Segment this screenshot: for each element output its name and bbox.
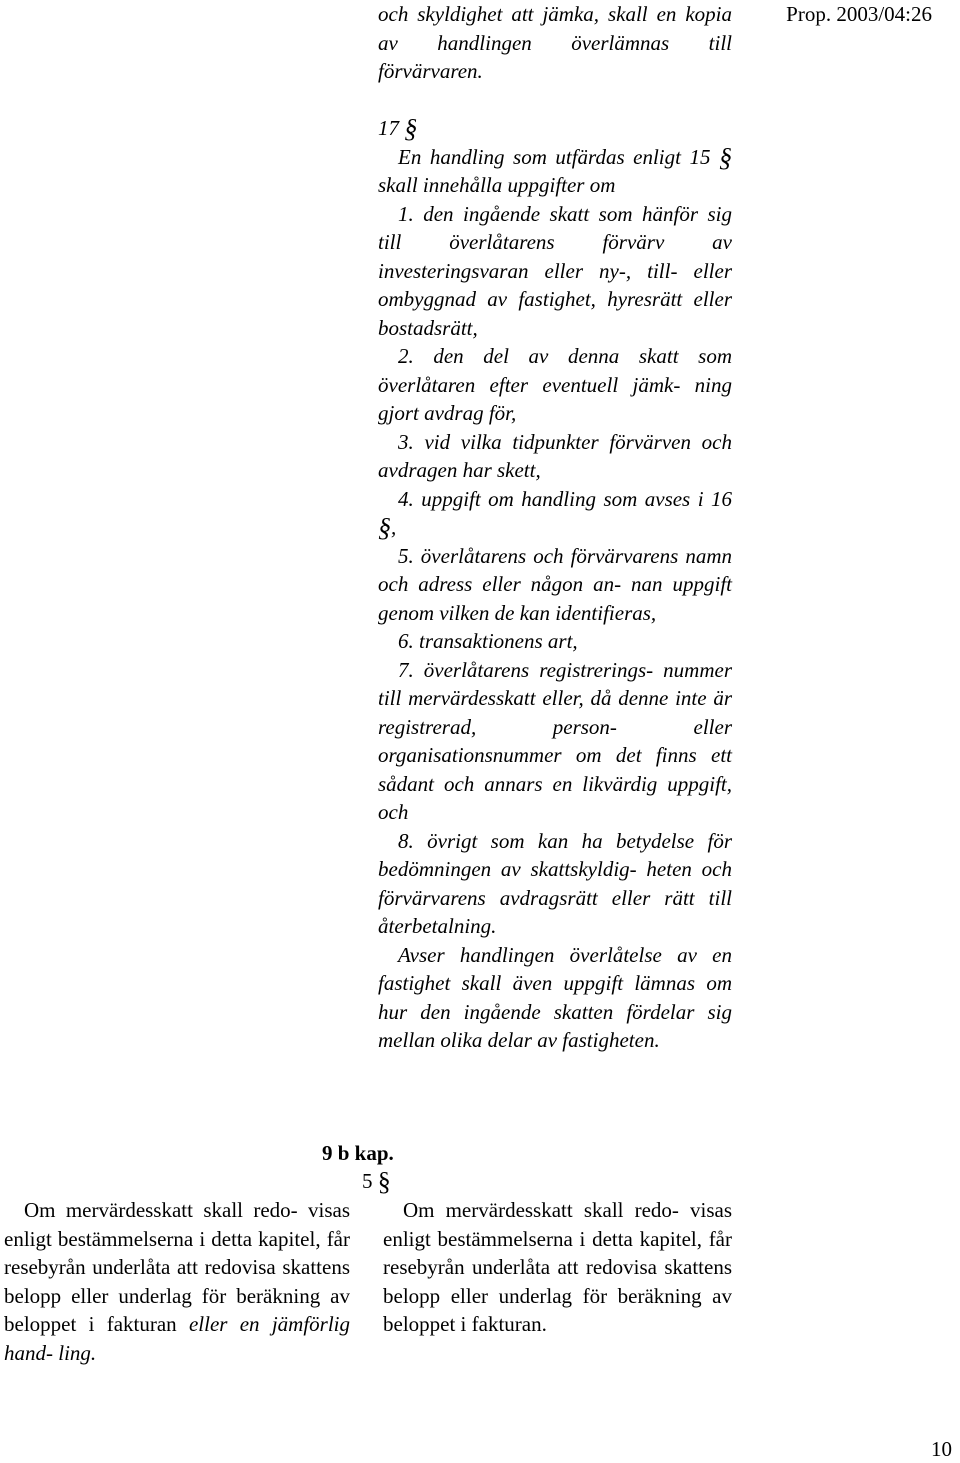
section-17-intro — [378, 143, 732, 200]
right-lower-text — [383, 1196, 732, 1339]
italic-text: eller en jämförlig hand- ling. — [4, 1312, 350, 1365]
intro-part2: skall innehålla uppgifter om — [378, 173, 616, 197]
chapter-heading: 9 b kap. — [322, 1141, 394, 1165]
section-symbol: § — [404, 114, 418, 143]
plain-text: Om mervärdesskatt skall redo- visas enligt bestämmelserna i detta kapitel, får resebyrån underlåta att redovisa skattens belopp eller underlag för beräkning av beloppet i fakturan — [4, 1198, 350, 1336]
paragraph-continuation: och skyldighet att jämka, skall en kopia av handlingen överlämnas till förvärvaren. — [378, 2, 732, 83]
list-item: 6. transaktionens art, — [398, 629, 578, 653]
item-4-text: 4. uppgift om handling som avses i 16 — [398, 486, 732, 511]
section-17-heading — [378, 114, 732, 143]
section-number: 17 — [378, 116, 399, 140]
right-column-text — [378, 0, 732, 1055]
list-item: 7. överlåtarens registrerings- nummer till mervärdesskatt eller, då denne inte är registrerad, person- eller organisationsnummer om det finns ett sådant och annars en likvärdig uppgift, och — [378, 657, 732, 824]
list-item: 5. överlåtarens och förvärvarens namn och adress eller någon an- nan uppgift genom vilken de kan identifieras, — [378, 543, 732, 625]
left-column-text — [4, 1196, 350, 1367]
proposed-wording-paragraph: Om mervärdesskatt skall redo- visas enligt bestämmelserna i detta kapitel, får resebyrån underlåta att redovisa skattens belopp eller underlag för beräkning av beloppet i fakturan. — [383, 1198, 732, 1336]
list-item — [378, 485, 732, 542]
page-number: 10 — [931, 1437, 952, 1461]
section-5-heading — [362, 1167, 391, 1196]
list-item: 8. övrigt som kan ha betydelse för bedömningen av skattskyldig- heten och förvärvarens avdragsrätt eller rätt till återbetalning. — [378, 828, 732, 938]
current-wording-paragraph — [4, 1196, 350, 1367]
list-item: 2. den del av denna skatt som överlåtaren efter eventuell jämk- ning gjort avdrag för, — [378, 344, 732, 425]
intro-part1: En handling som utfärdas enligt 15 — [398, 144, 711, 169]
proposition-reference: Prop. 2003/04:26 — [786, 2, 932, 26]
closing-paragraph: Avser handlingen överlåtelse av en fastighet skall även uppgift lämnas om hur den ingående skatten fördelar sig mellan olika delar av fastigheten. — [378, 942, 732, 1052]
section-symbol: § — [378, 513, 391, 542]
section-number: 5 — [362, 1169, 373, 1193]
section-symbol: § — [719, 142, 732, 172]
section-symbol: § — [377, 1167, 391, 1196]
list-item: 1. den ingående skatt som hänför sig till överlåtarens förvärv av investeringsvaran eller ny-, till- eller ombyggnad av fastighet, hyresrätt eller bostadsrätt, — [378, 201, 732, 340]
item-4-tail: , — [391, 515, 397, 539]
list-item: 3. vid vilka tidpunkter förvärven och avdragen har skett, — [378, 429, 732, 482]
